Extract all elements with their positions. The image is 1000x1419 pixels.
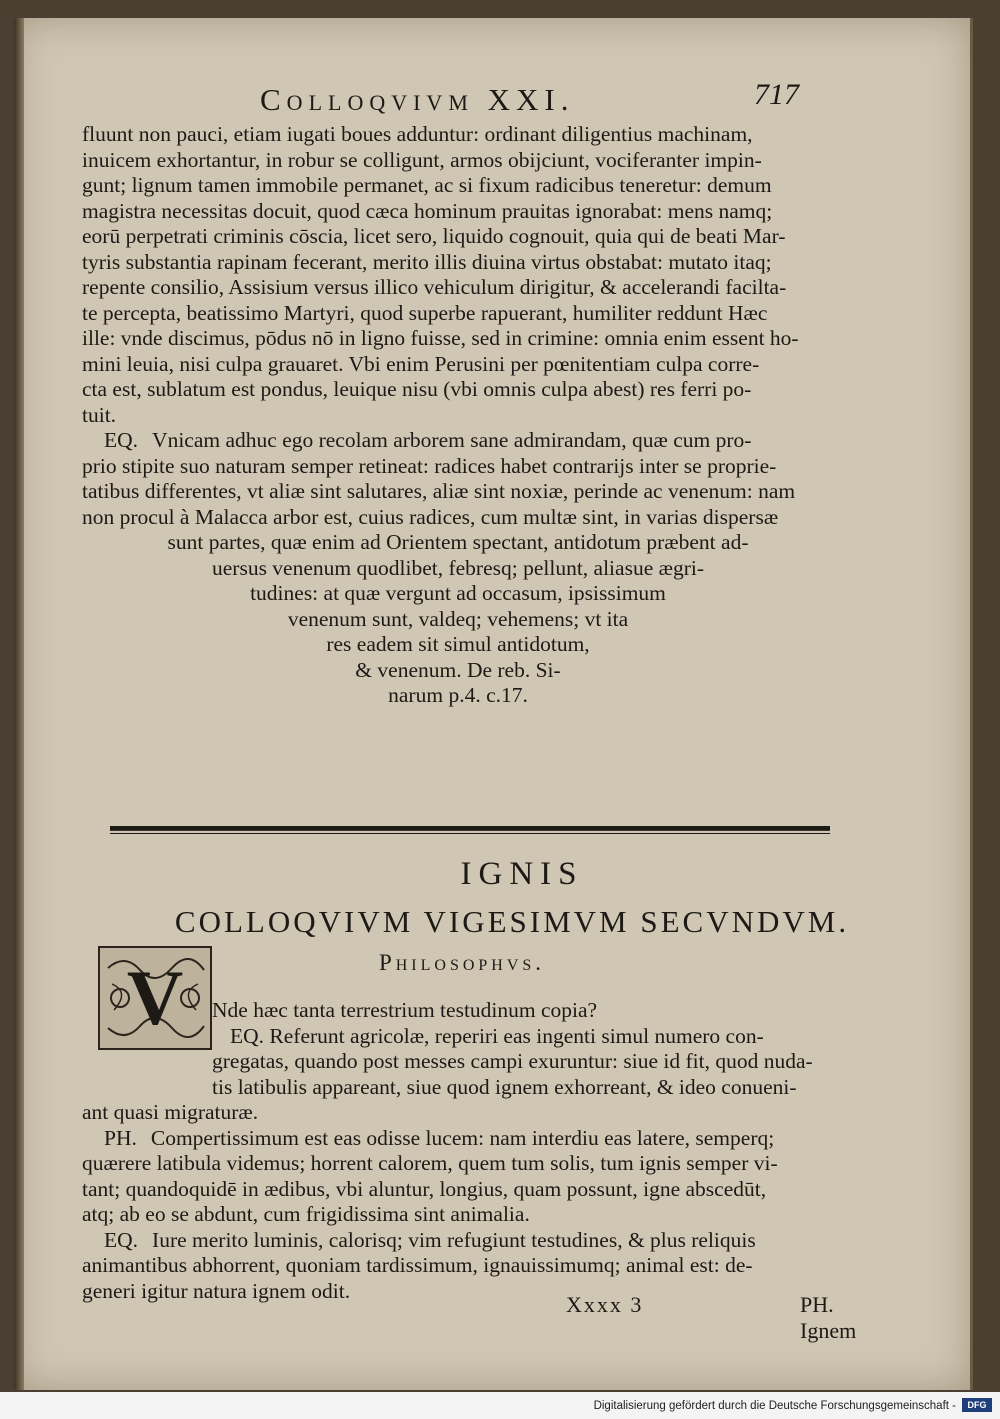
text-line: mini leuia, nisi culpa grauaret. Vbi enim Perusini per pœnitentiam culpa corre- [82, 351, 760, 376]
text-line: prio stipite suo naturam semper retineat: radices habet contrarijs inter se proprie- [82, 453, 777, 478]
decorated-initial [98, 946, 212, 1050]
text-line: eorū perpetrati criminis cōscia, licet sero, liquido cognouit, quia qui de beati Mar- [82, 224, 786, 248]
section4-paragraph [82, 1126, 834, 1228]
text-line: ille: vnde discimus, pōdus nō in ligno fuisse, sed in crimine: omnia enim essent ho- [82, 326, 799, 350]
catchword: PH. Ignem [800, 1292, 857, 1343]
chapter-subtitle: COLLOQVIVM VIGESIMVM SECVNDVM. [174, 904, 850, 939]
text-line [82, 1126, 834, 1152]
section2-paragraph [82, 428, 834, 530]
tapered-text [82, 530, 834, 709]
text-line: Nde hæc tanta terrestrium testudinum copia? [212, 998, 598, 1022]
section-divider [110, 826, 830, 834]
text-line: tudines: at quæ vergunt ad occasum, ipsissimum [250, 581, 666, 605]
text-line: generi igitur natura ignem odit. [82, 1278, 351, 1303]
initial-letter: V [126, 954, 184, 1041]
text-line: cta est, sublatum est pondus, leuique nisu (vbi omnis culpa abest) res ferri po- [82, 377, 752, 401]
chapter-title: IGNIS [460, 856, 584, 892]
footer-text: Digitalisierung gefördert durch die Deutsche Forschungsgemeinschaft - [593, 1400, 956, 1412]
text-line [82, 1228, 834, 1254]
page-binding-edge [14, 18, 24, 1390]
text-line: non procul à Malacca arbor est, cuius radices, cum multæ sint, in varias dispersæ [82, 504, 779, 529]
text-line: animantibus abhorrent, quoniam tardissimum, ignauissimumq; animal est: de- [82, 1253, 753, 1277]
text-line: tuit. [82, 402, 117, 427]
speaker-heading: Philosophvs. [378, 950, 546, 975]
divider-rule-thin [110, 833, 830, 834]
text-line: tyris substantia rapinam fecerant, merito illis diuina virtus obstabat: mutato itaq; [82, 249, 772, 274]
text-line: te percepta, beatissimo Martyri, quod superbe rapuerant, humiliter reddunt Hæc [82, 300, 768, 325]
running-head-title: Colloqvivm XXI. [260, 82, 575, 117]
text-line: repente consilio, Assisium versus illico vehiculum dirigitur, & accelerandi facilta- [82, 275, 787, 299]
text-line: sunt partes, quæ enim ad Orientem spectant, antidotum præbent ad- [167, 530, 749, 554]
dfg-logo-icon: DFG [962, 1398, 992, 1412]
book-page [14, 18, 973, 1390]
running-head [82, 78, 834, 122]
text-line [82, 428, 834, 454]
page-number: 717 [754, 78, 799, 111]
text-line: tant; quandoquidē in ædibus, vbi aluntur, longius, quam possunt, igne abscedūt, [82, 1176, 767, 1201]
text-line: atq; ab eo se abdunt, cum frigidissima sint animalia. [82, 1202, 530, 1226]
text-line: ant quasi migraturæ. [82, 1100, 259, 1124]
text-line: tis latibulis appareant, siue quod ignem exhorreant, & ideo conueni- [212, 1074, 797, 1099]
section5-paragraph [82, 1228, 834, 1305]
signature-mark: Xxxx 3 [566, 1292, 644, 1317]
text-line-content: Iure merito luminis, calorisq; vim refugiunt testudines, & plus reliquis [152, 1227, 756, 1252]
text-line: narum p.4. c.17. [388, 683, 528, 707]
text-line: inuicem exhortantur, in robur se colligunt, armos obijciunt, vociferanter impin- [82, 147, 762, 172]
speaker-label: EQ. [104, 428, 139, 452]
text-line: uersus venenum quodlibet, febresq; pellunt, aliasue ægri- [212, 555, 704, 580]
speaker-label: EQ. [104, 1227, 139, 1252]
text-line: tatibus differentes, vt aliæ sint salutares, aliæ sint noxiæ, perinde ac venenum: nam [82, 479, 796, 503]
divider-rule [110, 826, 830, 831]
text-block [82, 78, 857, 1343]
text-line: venenum sunt, valdeq; vehemens; vt ita [287, 606, 629, 631]
section1-paragraph [82, 122, 834, 428]
text-line: gunt; lignum tamen immobile permanet, ac si fixum radicibus teneretur: demum [82, 173, 772, 197]
text-line: quærere latibula videmus; horrent calorem, quem tum solis, tum ignis semper vi- [82, 1151, 778, 1175]
speaker-label: PH. [104, 1125, 137, 1150]
text-line: magistra necessitas docuit, quod cæca hominum prauitas ignorabat: mens namq; [82, 198, 773, 223]
footer-bar [0, 1392, 1000, 1419]
text-line: EQ. Referunt agricolæ, reperiri eas ingenti simul numero con- [230, 1023, 764, 1048]
text-line: & venenum. De reb. Si- [355, 657, 561, 682]
text-line: res eadem sit simul antidotum, [326, 632, 590, 656]
text-line-content: Vnicam adhuc ego recolam arborem sane admirandam, quæ cum pro- [152, 428, 752, 452]
text-line-content: Compertissimum est eas odisse lucem: nam interdiu eas latere, semperq; [150, 1125, 775, 1150]
text-line: gregatas, quando post messes campi exuruntur: siue id fit, quod nuda- [212, 1049, 813, 1073]
text-line: fluunt non pauci, etiam iugati boues adduntur: ordinant diligentius machinam, [82, 122, 753, 146]
